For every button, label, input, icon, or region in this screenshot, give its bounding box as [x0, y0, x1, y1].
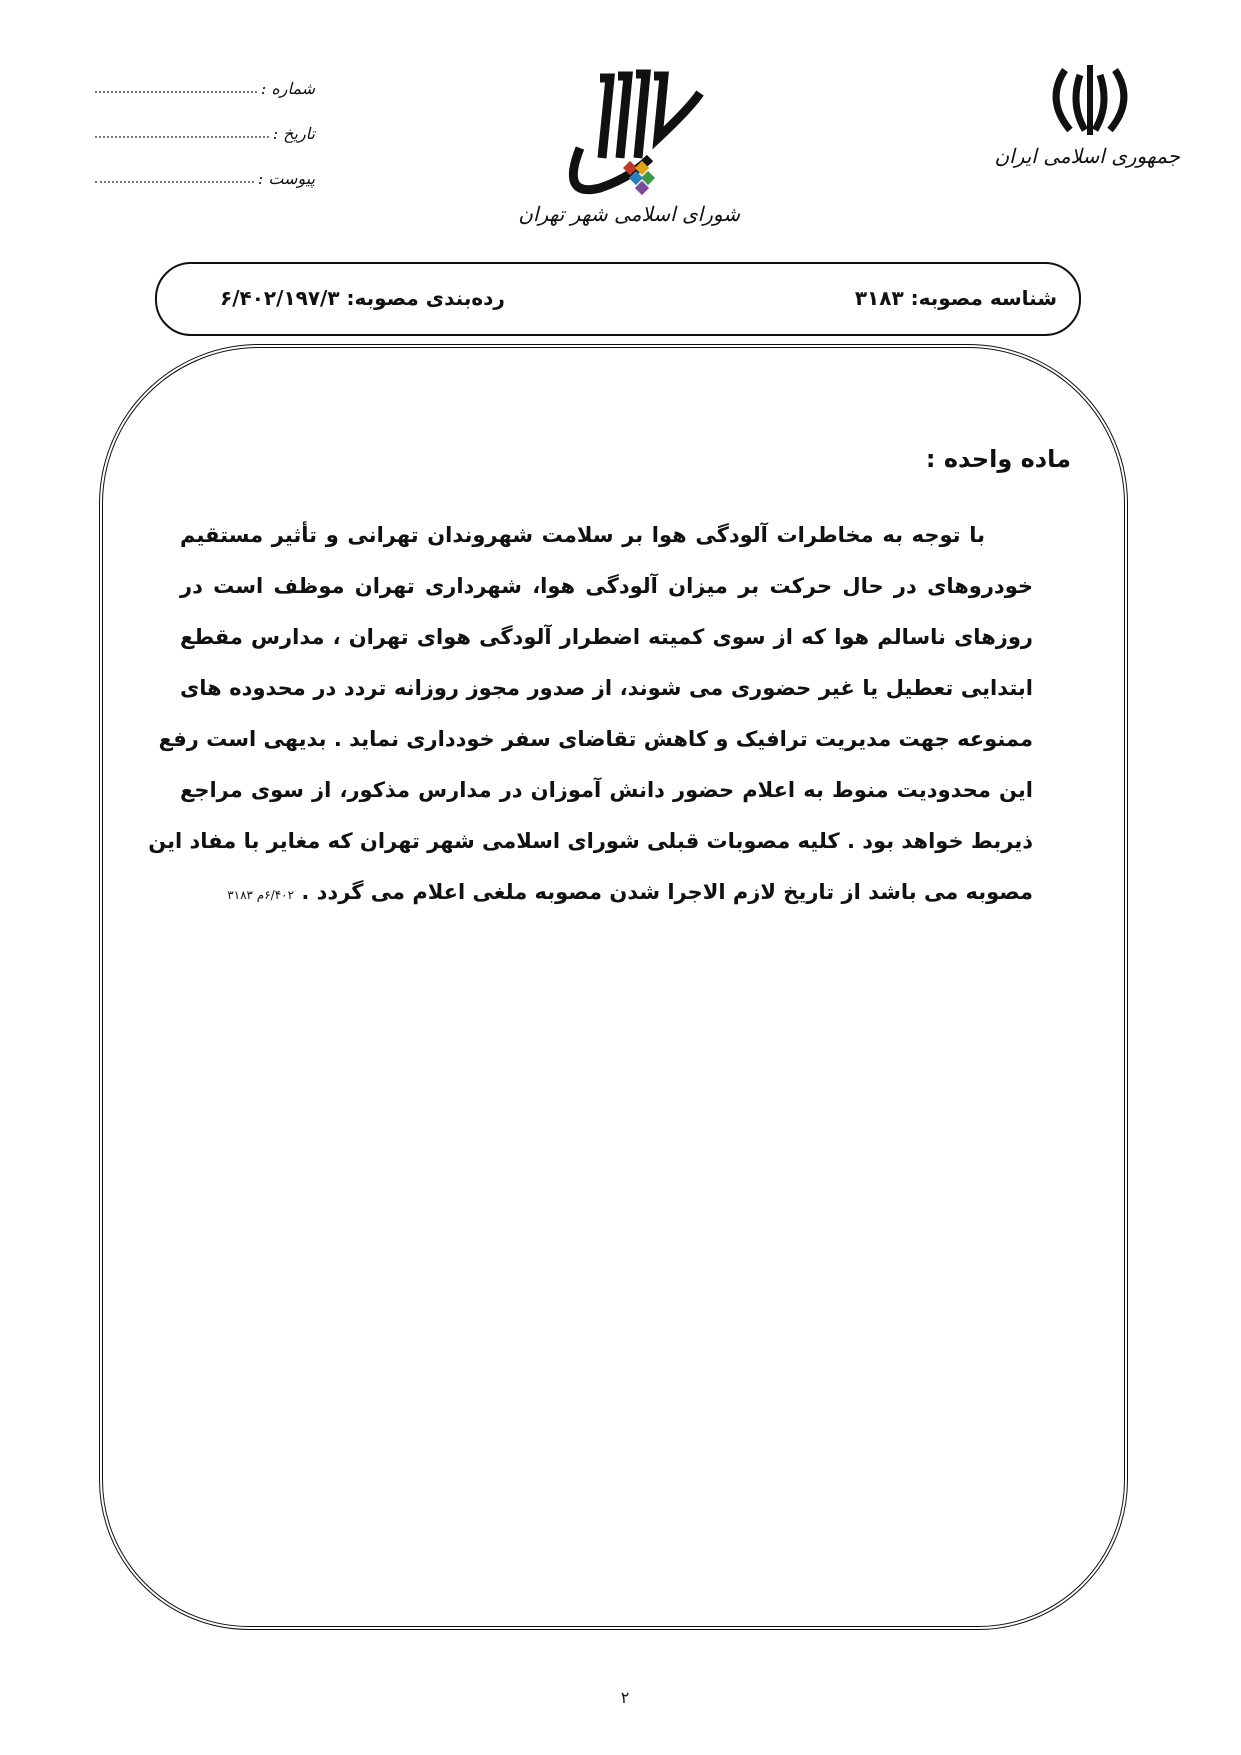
body-line: ابتدایی تعطیل یا غیر حضوری می شوند، از صدور مجوز روزانه تردد در محدوده های	[180, 676, 1033, 700]
dotted-line	[95, 91, 257, 93]
dotted-line	[95, 181, 254, 183]
council-logo-icon	[540, 68, 740, 198]
attachment-label: پیوست :	[257, 169, 315, 188]
dotted-line	[95, 136, 269, 138]
date-field	[95, 117, 315, 143]
council-logo-text: شورای اسلامی شهر تهران	[518, 202, 740, 226]
body-line: مصوبه می باشد از تاریخ لازم الاجرا شدن مصوبه ملغی اعلام می گردد .	[301, 880, 1033, 904]
section-title: ماده واحده :	[925, 445, 1071, 473]
body-line-last	[180, 867, 1033, 918]
resolution-body	[148, 510, 1033, 918]
date-label: تاریخ :	[272, 124, 315, 143]
reference-code: ۶/۴۰۲م ۳۱۸۳	[227, 888, 295, 902]
body-line: ذیربط خواهد بود . کلیه مصوبات قبلی شورای اسلامی شهر تهران که مغایر با مفاد این	[148, 829, 1033, 853]
body-line: با توجه به مخاطرات آلودگی هوا بر سلامت شهروندان تهرانی و تأثیر مستقیم	[180, 523, 985, 547]
tehran-council-logo	[518, 68, 740, 248]
number-label: شماره :	[260, 79, 315, 98]
resolution-classification: رده‌بندی مصوبه: ۶/۴۰۲/۱۹۷/۳	[220, 286, 505, 310]
body-line: این محدودیت منوط به اعلام حضور دانش آموزان در مدارس مذکور، از سوی مراجع	[180, 778, 1033, 802]
iran-emblem	[994, 60, 1180, 168]
attachment-field	[95, 162, 315, 188]
number-field	[95, 72, 315, 98]
page-number: ۲	[620, 1688, 630, 1707]
body-line: روزهای ناسالم هوا که از سوی کمیته اضطرار آلودگی هوای تهران ، مدارس مقطع	[180, 625, 1033, 649]
emblem-text: جمهوری اسلامی ایران	[994, 144, 1180, 168]
resolution-id: شناسه مصوبه: ۳۱۸۳	[854, 286, 1057, 310]
resolution-info-bar	[155, 262, 1081, 336]
body-line: خودروهای در حال حرکت بر میزان آلودگی هوا، شهرداری تهران موظف است در	[180, 574, 1033, 598]
emblem-icon	[1045, 60, 1135, 140]
body-line: ممنوعه جهت مدیریت ترافیک و کاهش تقاضای سفر خودداری نماید . بدیهی است رفع	[158, 727, 1033, 751]
